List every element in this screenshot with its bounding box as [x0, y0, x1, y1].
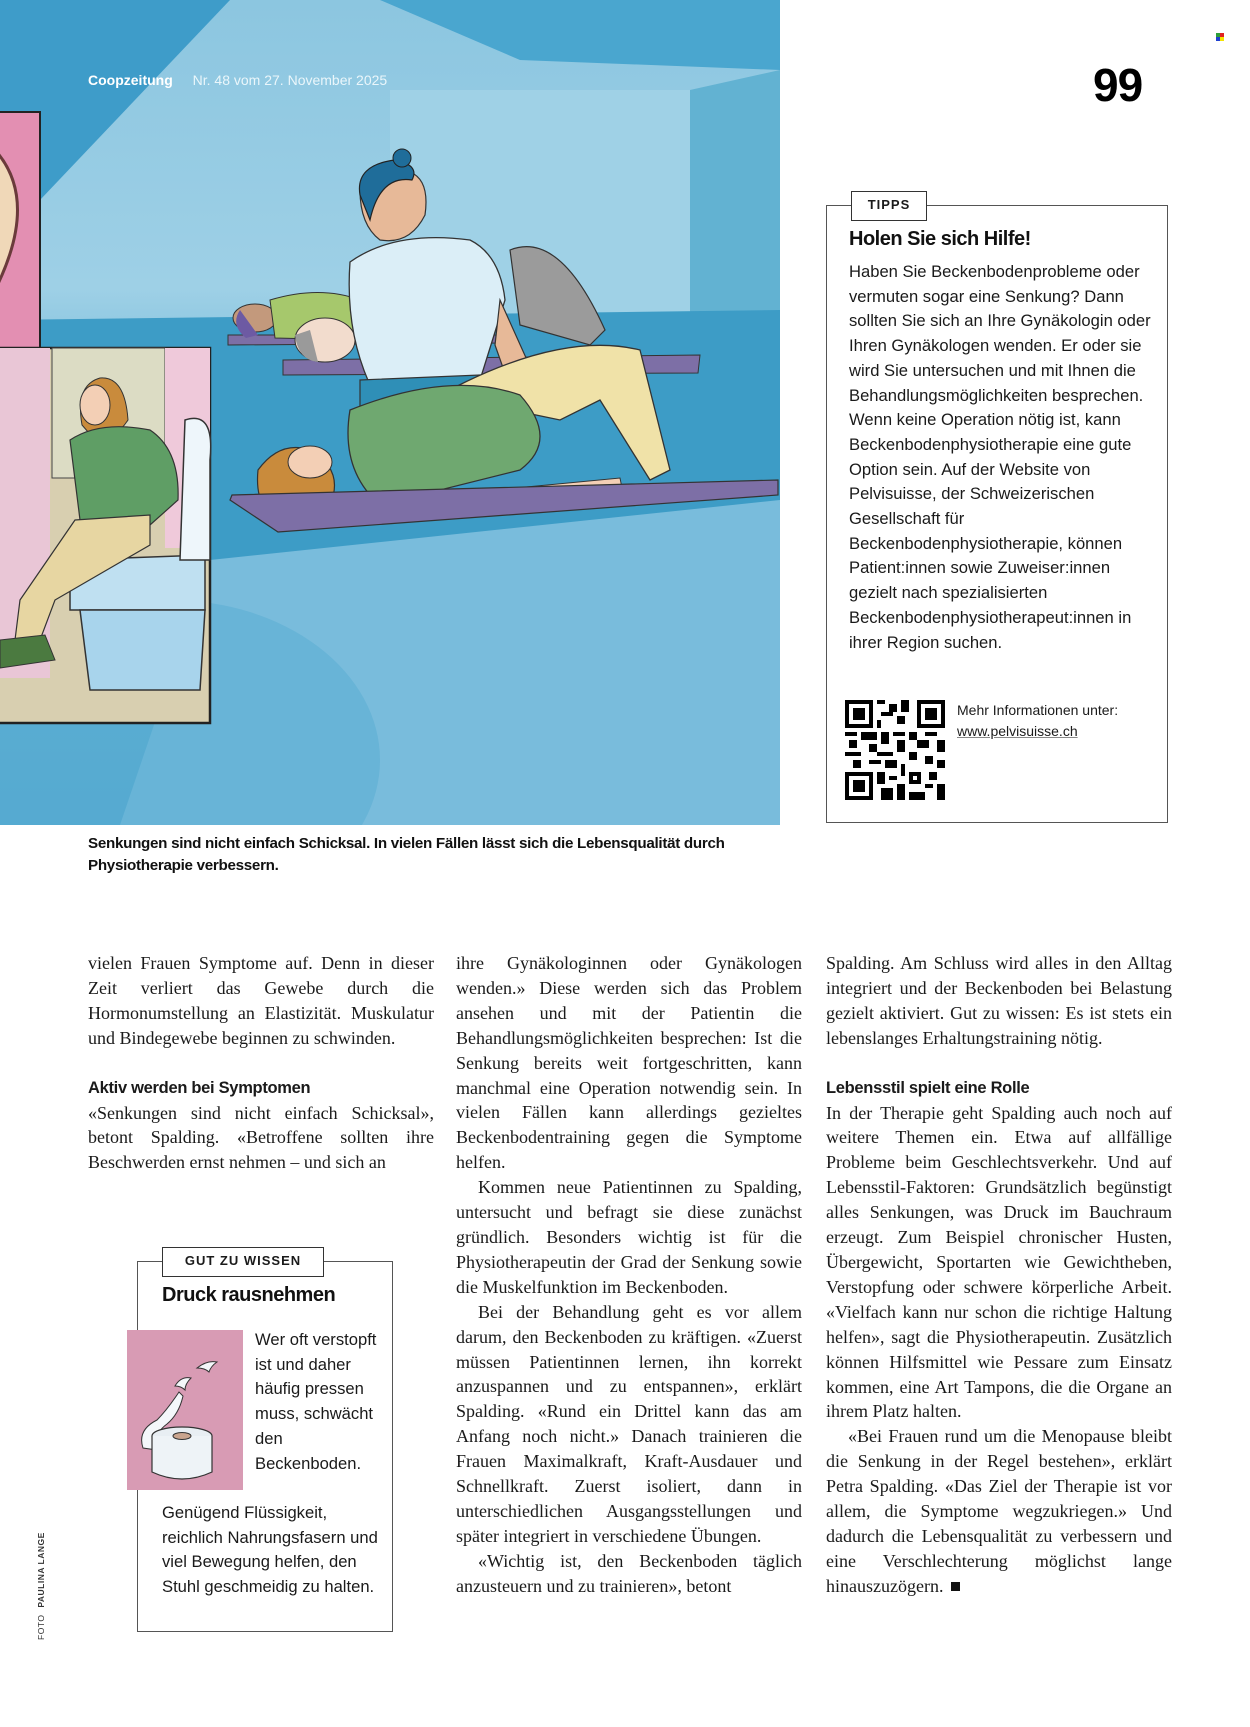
tipps-box: [826, 197, 1168, 823]
more-info-label: Mehr Informationen unter:: [957, 702, 1119, 718]
paragraph: In der Therapie geht Spalding auch noch auf weitere Themen ein. Etwa auf allfällige Probleme beim Geschlechtsverkehr. Und auf Lebensstil-Faktoren: Grundsätzlich begünstigt alles Senkungen, was Druck im Bauchraum erzeugt. Zum Beispiel chronischer Husten, Übergewicht, Sportarten wie Gewichtheben, Verstopfung oder schwere körperliche Arbeit. «Vielfach kann nur schon die richtige Haltung helfen», sagt die Physiotherapeutin. Zusätzlich können Hilfsmittel wie Pessare zum Einsatz kommen, eine Art Tampons, die die Organe an ihrem Platz halten.: [826, 1102, 1172, 1422]
info-text-side: Wer oft verstopft ist und daher häufig pressen muss, schwächt den Beckenboden.: [255, 1330, 377, 1473]
page-number: 99: [1093, 59, 1143, 111]
gut-zu-wissen-box: [137, 1253, 393, 1632]
gut-zu-wissen-title: Druck rausnehmen: [162, 1284, 336, 1306]
paragraph: Kommen neue Patientinnen zu Spalding, untersucht und befragt sie diese zunächst gründlich. Besonders wichtig ist für die Physiotherapeutin der Grad der Senkung sowie die Muskelfunktion im Beckenboden.: [456, 1177, 802, 1297]
article-column-1: [88, 951, 434, 1175]
closing-paragraph-text: «Bei Frauen rund um die Menopause bleibt die Senkung in der Regel bestehen», erklärt Petra Spalding. «Das Ziel der Therapie ist vor allem, die Symptome wegzukriegen.» Und dadurch die Lebensqualität zu verbessern und eine Verschlechterung möglichst lange hinauszuzögern.: [826, 1426, 1172, 1596]
article-column-3: [826, 951, 1172, 1599]
tipps-title: Holen Sie sich Hilfe!: [849, 228, 1031, 250]
toilet-paper-roll-icon: [127, 1330, 243, 1490]
masthead: [88, 72, 387, 88]
print-registration-mark-icon: [1216, 33, 1224, 41]
section-heading: Aktiv werden bei Symptomen: [88, 1078, 311, 1097]
toilet-paper-illustration: [127, 1330, 243, 1490]
article-column-2: [456, 951, 802, 1599]
gut-zu-wissen-label: GUT ZU WISSEN: [162, 1247, 324, 1277]
tipps-body: [849, 260, 1159, 655]
paragraph: «Wichtig ist, den Beckenboden täglich anzusteuern und zu trainieren», betont: [456, 1550, 802, 1596]
tipps-body-text: Haben Sie Beckenbodenprobleme oder vermuten sogar eine Senkung? Dann sollten Sie sich an Ihre Gynäkologin oder Ihren Gynäkologen wenden. Er oder sie wird Sie untersuchen und mit Ihnen die Behandlungsmöglichkeiten besprechen. Wenn keine Operation nötig ist, kann Beckenbodenphysiotherapie eine gute Option sein. Auf der Website von Pelvisuisse, der Schweizerischen Gesellschaft für Beckenbodenphysiotherapie, können Patient:innen sowie Zuweiser:innen gezielt nach spezialisierten Beckenbodenphysiotherapeut:innen in ihrer Region suchen.: [849, 262, 1151, 652]
info-text-bottom: Genügend Flüssigkeit, reichlich Nahrungsfasern und viel Bewegung helfen, den Stuhl geschmeidig zu halten.: [162, 1503, 378, 1597]
end-of-article-icon: [951, 1582, 960, 1591]
hero-illustration: [0, 0, 780, 825]
section-heading: Lebensstil spielt eine Rolle: [826, 1078, 1030, 1097]
photo-credit: [36, 1532, 46, 1640]
paragraph: Spalding. Am Schluss wird alles in den Alltag integriert und der Beckenboden bei Belastung gezielt aktiviert. Gut zu wissen: Es ist stets ein lebenslanges Erhaltungstraining nötig.: [826, 953, 1172, 1048]
pelvisuisse-link[interactable]: www.pelvisuisse.ch: [957, 723, 1078, 739]
image-caption: Senkungen sind nicht einfach Schicksal. In vielen Fällen lässt sich die Lebensqualität durch Physiotherapie verbessern.: [88, 835, 725, 874]
issue-date: Nr. 48 vom 27. November 2025: [192, 72, 388, 88]
paragraph: Bei der Behandlung geht es vor allem darum, den Beckenboden zu kräftigen. «Zuerst müssen Patientinnen lernen, ihn korrekt anzuspannen und zu entspannen», erklärt Spalding. «Rund ein Drittel kann das am Anfang noch nicht.» Danach trainieren die Frauen Maximalkraft, Kraft-Ausdauer und Schnellkraft. Zuerst isoliert, dann in unterschiedlichen Ausgangsstellungen und später integriert in verschiedene Übungen.: [456, 1301, 802, 1546]
publication-name: Coopzeitung: [88, 72, 173, 88]
credit-label: FOTO: [36, 1614, 46, 1640]
more-info: [957, 700, 1118, 742]
paragraph: [826, 1424, 1172, 1598]
credit-name: PAULINA LANGE: [36, 1532, 46, 1608]
physiotherapy-scene-illustration: [0, 0, 780, 825]
paragraph: ihre Gynäkologinnen oder Gynäkologen wenden.» Diese werden sich das Problem ansehen und mit der Patientin die Behandlungsmöglichkeiten besprechen: Ist die Senkung bereits weit fortgeschritten, kann manchmal eine Operation notwendig sein. In vielen Fällen kann allerdings gezieltes Beckenbodentraining gegen die Symptome helfen.: [456, 953, 802, 1173]
qr-code-icon[interactable]: [845, 700, 945, 800]
tipps-label: TIPPS: [851, 191, 927, 221]
paragraph: vielen Frauen Symptome auf. Denn in dieser Zeit verliert das Gewebe durch die Hormonumstellung an Elastizität. Muskulatur und Bindegewebe beginnen zu schwinden.: [88, 953, 434, 1048]
paragraph: «Senkungen sind nicht einfach Schicksal», betont Spalding. «Betroffene sollten ihre Beschwerden ernst nehmen – und sich an: [88, 1102, 434, 1173]
